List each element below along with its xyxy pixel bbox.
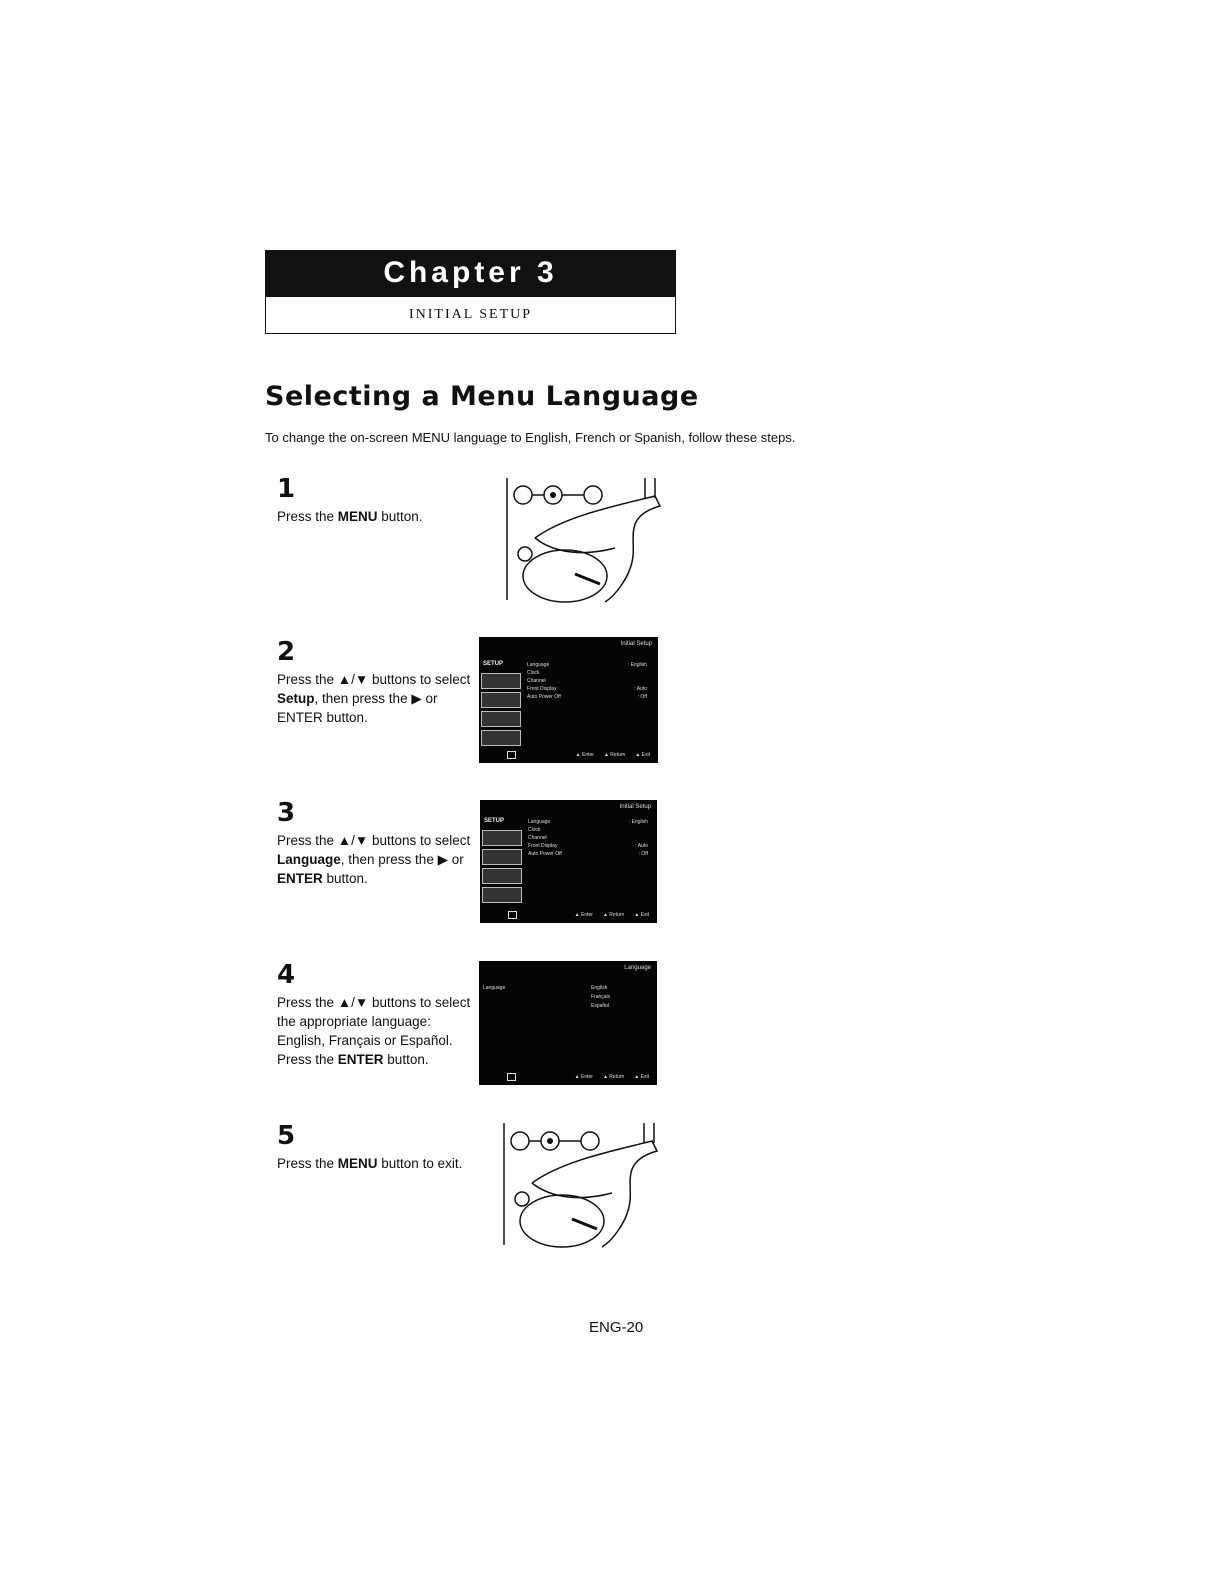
sidebar-item — [482, 849, 522, 865]
screen-footer: ▲ Enter ▲ Return ▲ Exit — [575, 752, 650, 758]
step-2 — [277, 638, 477, 727]
step-number: 5 — [277, 1121, 296, 1151]
sidebar-setup-label: SETUP — [483, 661, 504, 667]
menu-row: Clock — [528, 827, 541, 833]
step-number: 4 — [277, 960, 296, 990]
step-instruction: Press the MENU button. — [277, 509, 423, 524]
step-number: 3 — [277, 798, 296, 828]
sidebar-item — [482, 887, 522, 903]
step-4 — [277, 961, 482, 1069]
language-menu-screen — [479, 961, 657, 1085]
language-option-espanol: Español — [591, 1003, 610, 1009]
screen-header: Initial Setup — [620, 641, 652, 647]
page-number: ENG-20 — [589, 1319, 644, 1336]
language-label: Language — [483, 985, 506, 991]
screen-header: Initial Setup — [619, 804, 651, 810]
step-instruction: Press the MENU button to exit. — [277, 1156, 463, 1171]
page-title: Selecting a Menu Language — [265, 381, 699, 412]
chapter-title: Chapter 3 — [266, 251, 675, 297]
screen-footer: ▲ Enter ▲ Return ▲ Exit — [574, 1074, 649, 1080]
sidebar-item — [482, 868, 522, 884]
menu-row: Channel — [528, 835, 547, 841]
menu-row: Front Display : Auto — [527, 686, 647, 692]
step-5 — [277, 1122, 477, 1173]
step-instruction: Press the ▲/▼ buttons to select Language, then press the ▶ or ENTER button. — [277, 833, 471, 886]
step-1 — [277, 475, 477, 526]
remote-illustration — [502, 1121, 664, 1249]
menu-row: Language : English — [528, 819, 648, 825]
step-3 — [277, 799, 477, 888]
menu-row: Auto Power Off : Off — [527, 694, 647, 700]
sidebar-item — [482, 830, 522, 846]
sidebar-item — [481, 692, 521, 708]
sidebar-item — [481, 730, 521, 746]
menu-row: Language : English — [527, 662, 647, 668]
screen-footer: ▲ Enter ▲ Return ▲ Exit — [574, 912, 649, 918]
chapter-subtitle: INITIAL SETUP — [408, 307, 533, 322]
step-number: 2 — [277, 637, 296, 667]
menu-row: Front Display : Auto — [528, 843, 648, 849]
sidebar-item — [481, 711, 521, 727]
step-instruction: Press the ▲/▼ buttons to select the appropriate language: English, Français or Español. Press the ENTER button. — [277, 995, 471, 1067]
language-option-english: English — [591, 985, 608, 991]
screen-header: Language — [624, 965, 651, 971]
menu-row: Clock — [527, 670, 540, 676]
sidebar-item — [481, 673, 521, 689]
menu-row: Auto Power Off : Off — [528, 851, 648, 857]
sidebar-setup-label: SETUP — [484, 818, 505, 824]
step-instruction: Press the ▲/▼ buttons to select Setup, then press the ▶ or ENTER button. — [277, 672, 471, 725]
intro-text: To change the on-screen MENU language to English, French or Spanish, follow these steps. — [265, 430, 796, 445]
setup-menu-screen — [479, 637, 658, 763]
chapter-header — [265, 250, 676, 334]
step-number: 1 — [277, 474, 296, 504]
remote-illustration — [505, 476, 665, 604]
language-option-francais: Français — [591, 994, 611, 1000]
setup-menu-screen — [480, 800, 657, 923]
menu-row: Channel — [527, 678, 546, 684]
